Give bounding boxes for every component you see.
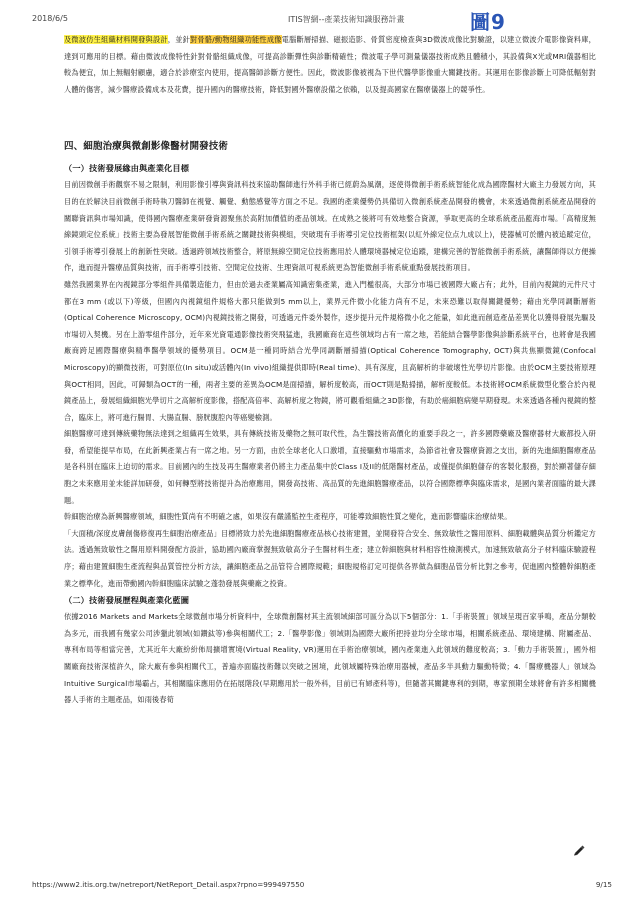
subsection-heading-1: （一）技術發展緣由與產業化目標 bbox=[64, 163, 190, 174]
body-paragraph: 細胞醫療可達到傳統藥物無法達到之組織再生效果，具有傳統技術及藥物之無可取代性，為生醫技術高價化的重要手段之一，許多國際藥廠及醫療器材大廠都投入研發，希望能提早布局，在此新興產業占有一席之地。另一方面，由於全球老化人口激增，直接驅動市場需求，為節省社會及醫療資源之支出，新的先進細胞醫療產品是各科別在臨床上迫切的需求。目前國內的生技及再生醫療業者仍將主力產品集中於Class I及II的低階醫材產品，或僅提供細胞儲存的客製化服務，對於顯著儲存細胞之未來應用並未能詳加研發，如何轉型將技術提升為治療應用，開發高技術、高品質的先進細胞醫療產品，以符合國際標準與臨床需求，是國內業者面臨的最大課題。 bbox=[64, 429, 596, 505]
body-paragraph: 目前因微創手術觀察不易之限制，利用影像引導與資訊科技來協助醫師進行外科手術已經蔚為風潮，逐使得微創手術系統智能化成為國際醫材大廠主力發展方向，其目的在於解決目前微創手術時執刀醫師在視覺、觸覺、動態感覺等方面之不足。我國的產業優勢仍具備切入微創系統產品開發的機會，未來透過微創系統產品開發的關聯資訊與市場知識，使得國內醫療產業研發資源聚焦於高附加價值的產品領域。在成熟之後將可有效地整合資源，爭取更高的全球系統產品藍海市場。「高精度無線鏡頭定位系統」技術主要為發展智能微創手術系統之關鍵技術與模組，突破現有手術導引定位技術框架(以紅外線定位点九成以上)，使器械可於體內被追蹤定位，引領手術導引發展上的創新性突破。透過跨領域技術整合，將原無線空間定位技術應用於人體環境器械定位追蹤，建構完善的智能微創手術系統，讓醫師得以方便操作，進而提升醫療品質與技術，而手術導引技術、空間定位技術、生理資訊可視系統更為智能微創手術系統重點發展技術項目。 bbox=[64, 180, 596, 273]
intro-text-mid: ，並針 bbox=[167, 35, 191, 44]
article-body bbox=[64, 32, 596, 709]
page-footer bbox=[28, 880, 620, 894]
body-paragraph: 依據2016 Markets and Markets全球微創市場分析資料中，全球微創醫材其主流領域細部可區分為以下5個部分：1.「手術裝置」領域呈現百家爭鳴，產品分類較為多元，而我國有幾家公司涉獵此領域(如鑽鈦等)參與相關代工；2.「醫學影像」領域則為國際大廠所把持並均分全球市場，相關系統產品、環境建構、附屬產品、專利布局等相當完善，尤其近年大廠紛紛佈局擴增實境(Virtual Reality, VR)運用在手術治療領域，國內產業進入此領域的難度較高；3.「動力手術裝置」，國外相關廠商技術深植許久，除大廠有參與相關代工，普遍亦面臨技術難以突破之困境，此領域屬特殊治療用器械，產品多半具動力驅動特徵；4.「醫療機器人」領域為Intuitive Surgical市場霸占，其相關臨床應用仍在拓展階段(早期應用於一般外科，目前已有婦產科等)，但隨著其關鍵專利的到期，專家預期全球將會有許多相關機器人手術的主題產品，如雨後春筍 bbox=[64, 612, 596, 705]
page-number: 9/15 bbox=[595, 880, 612, 889]
body-paragraph: 「大面積/深度皮膚創傷修復再生細胞治療產品」目標將致力於先進細胞醫療產品核心技術建置，並開發符合安全、無致敏性之醫用原料、細胞載體與品質分析鑑定方法。透過無致敏性之醫用原料開發配方設計，協助國內廠商掌握無致敏高分子生醫材料生產；建立幹細胞與材料相容性檢測模式，加速無致敏高分子材料臨床驗證程序；藉由建置細胞生產流程與品質管控分析方法，讓細胞產品之品管符合國際規範；細胞規格訂定可提供各界做為細胞品管分析比對之參考，促進國內整體幹細胞產業之標準化，進而帶動國內幹細胞臨床試驗之蓬勃發展與藥廠之投資。 bbox=[64, 528, 596, 588]
intro-paragraph bbox=[64, 32, 596, 98]
intro-text-rest: 電腦斷層掃描、磁振造影、骨質密度檢查與3D微波成像比對驗證，以建立微波介電影像資料庫，達到可應用的目標。藉由微波成像特性針對骨骼組織成像，可提高診斷彈性與診斷精確性；微波電子學可測量儀器技術成熟且體積小，其設備與X光或MRI儀器相比較為便宜，加上無輻射顧慮，適合於診療室內使用，提高醫師診斷方便性。因此，微波影像被視為下世代醫學影像重大關鍵技術。其運用在影像診斷上可降低輻射對人體的傷害，減少醫療設備成本及花費，提升國內的醫療技術，降低對國外醫療設備之依賴，以及提高國家在醫療儀器上的競爭性。 bbox=[64, 35, 597, 94]
print-date: 2018/6/5 bbox=[32, 14, 68, 23]
page-header bbox=[28, 6, 620, 34]
body-paragraph: 雖然我國業界在內視鏡部分零組件具備製造能力，但由於過去產業屬高知識密集產業，進入門檻很高，大部分市場已被國際大廠占有；此外，目前內視鏡的元件尺寸都在3 mm (或以下)等級，但國內內視鏡組件規格大都只能做到5 mm以上，業界元件微小化能力尚有不足，未來恐難以取得關鍵優勢；藉由光學同調斷層術(Optical Coherence Microscopy, OCM)內視鏡技術之開發，可透過元件委外製作，逐步提升元件規格微小化之能量，如此進而創造產品差異化以獲得發展先驅及市場切入契機。另在上游零組件部分，近年來光資電通影像技術突飛猛進，我國廠商在這些領域均占有一席之地，若能結合醫學影像與診斷系統平台，也將會是我國廠商跨足國際醫療與精準醫學領域的優勢項目。OCM是一種同時結合光學同調斷層掃描(Optical Coherence Tomography, OCT)與共焦顯微鏡(Confocal Microscopy)的顯微技術，可對原位(In situ)或活體內(In vivo)組織提供即時(Real time)、具有深度，且高解析的非破壞性光學切片影像。由於OCM主要技術原理與OCT相同，因此，可歸類為OCT的一種，兩者主要的差異為OCM是面掃描，解析度較高，而OCT則是點掃描，解析度較低。本技術將OCM系統微型化整合於內視鏡產品上，發展組織細胞光學切片之高解析度影像，搭配高倍率、高解析度之物鏡，將可觀看組織之3D影像，有助於癌細胞病變早期發現。未來透過各種內視鏡的整合，臨床上，將可進行腸胃、大腸直腸、膀胱腹腔內等癌變檢測。 bbox=[64, 279, 596, 422]
site-title: ITIS智網--產業技術知識服務計畫 bbox=[288, 15, 405, 24]
highlight-microwave-tissue: 及微波仿生組織材料開發與設計 bbox=[64, 35, 168, 44]
pen-icon[interactable] bbox=[572, 842, 586, 856]
section-heading: 四、細胞治療與微創影像醫材開發技術 bbox=[64, 141, 229, 153]
highlight-bone-imaging: 對骨骼/動物組織功能性成像 bbox=[190, 35, 282, 44]
figure-label: 圖9 bbox=[470, 10, 506, 34]
body-paragraph: 幹細胞治療為新興醫療領域，細胞性質尚有不明確之處，如果沒有嚴謹監控生產程序，可能導致細胞性質之變化，進而影響臨床治療結果。 bbox=[64, 512, 512, 522]
report-url[interactable]: https://www2.itis.org.tw/netreport/NetReport_Detail.aspx?rpno=999497550 bbox=[32, 880, 305, 889]
subsection-heading-2: （二）技術發展歷程與產業化藍圖 bbox=[64, 595, 190, 606]
